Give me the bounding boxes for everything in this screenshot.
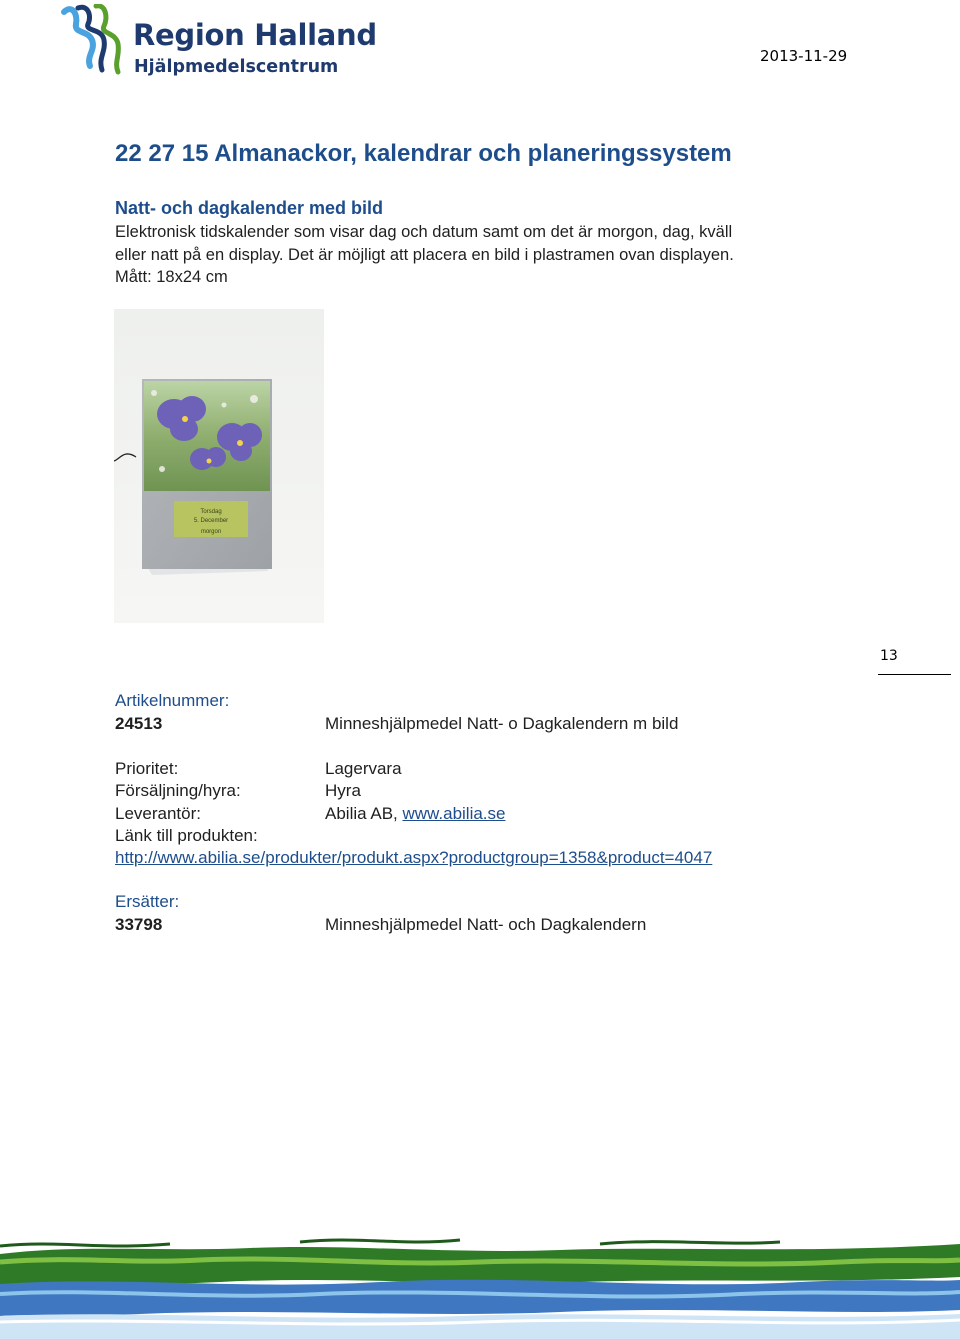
supplier (325, 804, 506, 824)
page-number-rule (878, 674, 951, 675)
priority-label: Prioritet: (115, 759, 179, 778)
supplier-name: Abilia AB, (325, 804, 403, 823)
product-name: Natt- och dagkalender med bild (115, 198, 384, 218)
display-line: 5. December (193, 518, 229, 524)
product-page-link[interactable]: http://www.abilia.se/produkter/produkt.aspx?productgroup=1358&product=4047 (115, 848, 713, 867)
description-line: eller natt på en display. Det är möjligt att placera en bild i plastramen ovan displayen. (115, 245, 734, 264)
document-date: 2013-11-29 (760, 47, 848, 65)
replaces-name: Minneshjälpmedel Natt- och Dagkalendern (325, 915, 647, 934)
product-image (114, 309, 324, 623)
sale-rent-value: Hyra (325, 781, 361, 800)
region-halland-logo (58, 4, 377, 80)
replaces-number: 33798 (115, 915, 163, 934)
article-name: Minneshjälpmedel Natt- o Dagkalendern m bild (325, 714, 679, 733)
description-line: Mått: 18x24 cm (115, 268, 228, 286)
product-link-label: Länk till produkten: (115, 826, 258, 845)
product-description (115, 221, 855, 289)
page-number: 13 (880, 648, 898, 664)
display-line: morgon (200, 529, 222, 535)
sale-rent-label: Försäljning/hyra: (115, 781, 241, 800)
supplier-label: Leverantör: (115, 804, 201, 823)
page-title: 22 27 15 Almanackor, kalendrar och planeringssystem (115, 140, 732, 167)
logo-subtitle: Hjälpmedelscentrum (134, 57, 339, 77)
priority-value: Lagervara (325, 759, 402, 778)
footer-wave-decoration (0, 1232, 960, 1339)
region-halland-emblem-icon (58, 4, 130, 76)
description-line: Elektronisk tidskalender som visar dag och datum samt om det är morgon, dag, kväll (115, 223, 733, 241)
logo-name: Region Halland (133, 18, 377, 52)
display-line: Torsdag (200, 509, 222, 515)
article-number: 24513 (115, 714, 163, 733)
article-number-label: Artikelnummer: (115, 691, 230, 710)
replaces-label: Ersätter: (115, 892, 180, 911)
supplier-website-link[interactable]: www.abilia.se (402, 804, 506, 823)
